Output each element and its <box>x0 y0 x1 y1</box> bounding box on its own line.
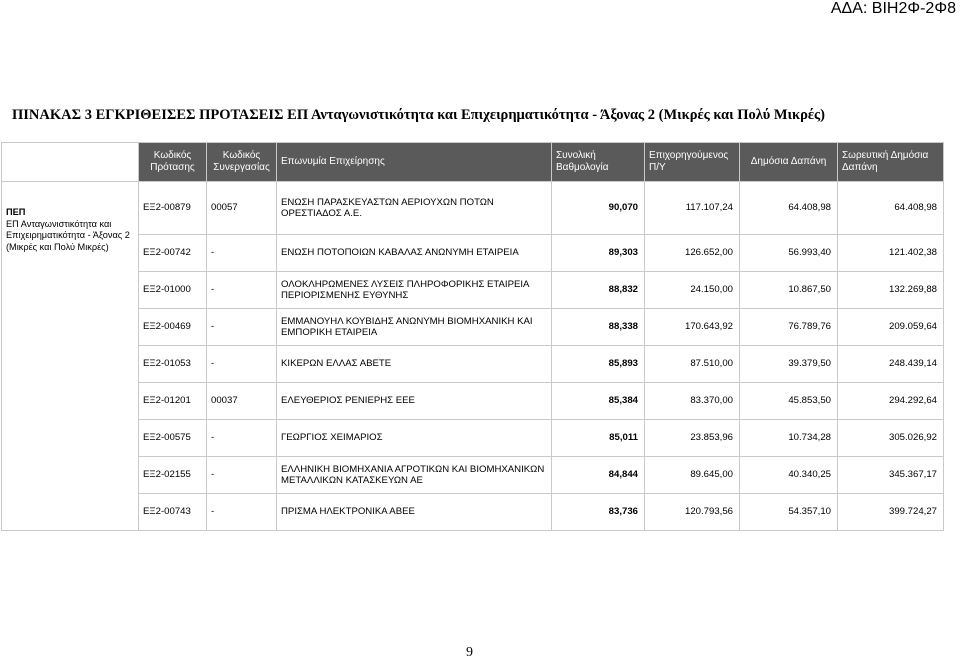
subsidized-budget: 87.510,00 <box>645 346 740 383</box>
proposal-code: ΕΞ2-00879 <box>139 182 207 235</box>
page-number: 9 <box>466 645 473 660</box>
partnership-code: 00037 <box>207 383 277 420</box>
total-score: 85,384 <box>552 383 645 420</box>
partnership-code: - <box>207 309 277 346</box>
partnership-code: - <box>207 272 277 309</box>
cumulative-public-expense: 209.059,64 <box>838 309 944 346</box>
header-blank <box>2 143 139 182</box>
company-name: ΕΛΛΗΝΙΚΗ ΒΙΟΜΗΧΑΝΙΑ ΑΓΡΟΤΙΚΩΝ ΚΑΙ ΒΙΟΜΗΧΑΝΙΚΩΝ ΜΕΤΑΛΛΙΚΩΝ ΚΑΤΑΣΚΕΥΩΝ ΑΕ <box>277 457 552 494</box>
table-row <box>2 182 944 235</box>
total-score: 89,303 <box>552 235 645 272</box>
public-expense: 10.867,50 <box>740 272 838 309</box>
company-name: ΕΛΕΥΘΕΡΙΟΣ ΡΕΝΙΕΡΗΣ ΕΕΕ <box>277 383 552 420</box>
company-name: ΕΝΩΣΗ ΠΟΤΟΠΟΙΩΝ ΚΑΒΑΛΑΣ ΑΝΩΝΥΜΗ ΕΤΑΙΡΕΙΑ <box>277 235 552 272</box>
company-name: ΟΛΟΚΛΗΡΩΜΕΝΕΣ ΛΥΣΕΙΣ ΠΛΗΡΟΦΟΡΙΚΗΣ ΕΤΑΙΡΕΙΑ ΠΕΡΙΟΡΙΣΜΕΝΗΣ ΕΥΘΥΝΗΣ <box>277 272 552 309</box>
header-proposal-code: Κωδικός Πρότασης <box>139 143 207 182</box>
partnership-code: - <box>207 346 277 383</box>
table-title: ΠΙΝΑΚΑΣ 3 ΕΓΚΡΙΘΕΙΣΕΣ ΠΡΟΤΑΣΕΙΣ ΕΠ Ανταγωνιστικότητα και Επιχειρηματικότητα - Άξονας 2 (Μικρές και Πολύ Μικρές) <box>12 107 825 123</box>
partnership-code: - <box>207 235 277 272</box>
partnership-code: - <box>207 457 277 494</box>
table-row <box>2 272 944 309</box>
pep-name: ΕΠ Ανταγωνιστικότητα και Επιχειρηματικότητα - Άξονας 2 (Μικρές και Πολύ Μικρές) <box>6 218 130 252</box>
partnership-code: 00057 <box>207 182 277 235</box>
public-expense: 56.993,40 <box>740 235 838 272</box>
approved-proposals-table <box>1 142 944 531</box>
pep-header: ΠΕΠ <box>6 207 26 217</box>
pep-cell <box>2 182 139 531</box>
header-subsidized: Επιχορηγούμενος Π/Υ <box>645 143 740 182</box>
proposal-code: ΕΞ2-00742 <box>139 235 207 272</box>
table-row <box>2 420 944 457</box>
company-name: ΕΝΩΣΗ ΠΑΡΑΣΚΕΥΑΣΤΩΝ ΑΕΡΙΟΥΧΩΝ ΠΟΤΩΝ ΟΡΕΣΤΙΑΔΟΣ Α.Ε. <box>277 182 552 235</box>
total-score: 85,011 <box>552 420 645 457</box>
header-total-score: Συνολική Βαθμολογία <box>552 143 645 182</box>
public-expense: 10.734,28 <box>740 420 838 457</box>
table-row <box>2 494 944 531</box>
proposal-code: ΕΞ2-01000 <box>139 272 207 309</box>
public-expense: 45.853,50 <box>740 383 838 420</box>
cumulative-public-expense: 345.367,17 <box>838 457 944 494</box>
proposal-code: ΕΞ2-00575 <box>139 420 207 457</box>
cumulative-public-expense: 248.439,14 <box>838 346 944 383</box>
partnership-code: - <box>207 420 277 457</box>
subsidized-budget: 117.107,24 <box>645 182 740 235</box>
cumulative-public-expense: 305.026,92 <box>838 420 944 457</box>
company-name: ΕΜΜΑΝΟΥΗΛ ΚΟΥΒΙΔΗΣ ΑΝΩΝΥΜΗ ΒΙΟΜΗΧΑΝΙΚΗ ΚΑΙ ΕΜΠΟΡΙΚΗ ΕΤΑΙΡΕΙΑ <box>277 309 552 346</box>
total-score: 88,338 <box>552 309 645 346</box>
header-cumulative-public-expense: Σωρευτική Δημόσια Δαπάνη <box>838 143 944 182</box>
public-expense: 76.789,76 <box>740 309 838 346</box>
company-name: ΠΡΙΣΜΑ ΗΛΕΚΤΡΟΝΙΚΑ ΑΒΕΕ <box>277 494 552 531</box>
subsidized-budget: 89.645,00 <box>645 457 740 494</box>
header-company-name: Επωνυμία Επιχείρησης <box>277 143 552 182</box>
table-row <box>2 346 944 383</box>
proposal-code: ΕΞ2-00469 <box>139 309 207 346</box>
cumulative-public-expense: 121.402,38 <box>838 235 944 272</box>
cumulative-public-expense: 294.292,64 <box>838 383 944 420</box>
subsidized-budget: 24.150,00 <box>645 272 740 309</box>
header-partnership-code: Κωδικός Συνεργασίας <box>207 143 277 182</box>
public-expense: 54.357,10 <box>740 494 838 531</box>
subsidized-budget: 83.370,00 <box>645 383 740 420</box>
ada-code: ΑΔΑ: ΒΙΗ2Φ-2Φ8 <box>830 0 956 17</box>
public-expense: 40.340,25 <box>740 457 838 494</box>
table-row <box>2 235 944 272</box>
total-score: 84,844 <box>552 457 645 494</box>
total-score: 90,070 <box>552 182 645 235</box>
cumulative-public-expense: 132.269,88 <box>838 272 944 309</box>
table-body <box>2 182 944 531</box>
proposal-code: ΕΞ2-02155 <box>139 457 207 494</box>
total-score: 88,832 <box>552 272 645 309</box>
table-row <box>2 309 944 346</box>
public-expense: 39.379,50 <box>740 346 838 383</box>
table-header-row <box>2 143 944 182</box>
cumulative-public-expense: 399.724,27 <box>838 494 944 531</box>
proposal-code: ΕΞ2-00743 <box>139 494 207 531</box>
header-public-expense: Δημόσια Δαπάνη <box>740 143 838 182</box>
table-row <box>2 457 944 494</box>
total-score: 85,893 <box>552 346 645 383</box>
company-name: ΚΙΚΕΡΩΝ ΕΛΛΑΣ ΑΒΕΤΕ <box>277 346 552 383</box>
table-row <box>2 383 944 420</box>
subsidized-budget: 126.652,00 <box>645 235 740 272</box>
company-name: ΓΕΩΡΓΙΟΣ ΧΕΙΜΑΡΙΟΣ <box>277 420 552 457</box>
cumulative-public-expense: 64.408,98 <box>838 182 944 235</box>
partnership-code: - <box>207 494 277 531</box>
proposal-code: ΕΞ2-01053 <box>139 346 207 383</box>
total-score: 83,736 <box>552 494 645 531</box>
public-expense: 64.408,98 <box>740 182 838 235</box>
subsidized-budget: 120.793,56 <box>645 494 740 531</box>
subsidized-budget: 170.643,92 <box>645 309 740 346</box>
subsidized-budget: 23.853,96 <box>645 420 740 457</box>
proposal-code: ΕΞ2-01201 <box>139 383 207 420</box>
